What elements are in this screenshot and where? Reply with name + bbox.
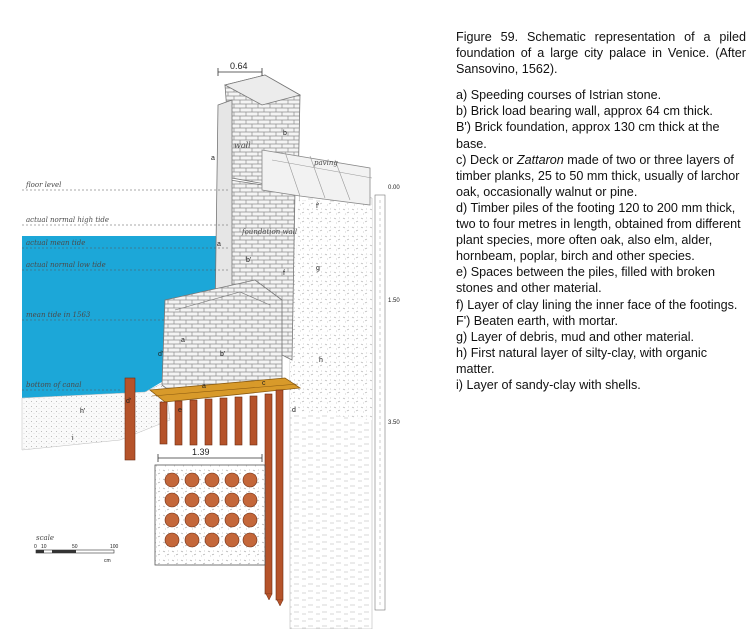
- legend-c-before: c) Deck or: [456, 152, 517, 167]
- letter-b2-1: b': [246, 257, 252, 264]
- letter-c: c: [262, 380, 266, 387]
- figure-caption: [456, 29, 746, 393]
- gauge-low-label: 3.50: [388, 420, 400, 426]
- legend-f-prime: F') Beaten earth, with mortar.: [456, 313, 618, 328]
- debris-layer: [290, 200, 372, 420]
- letter-a2: a: [217, 241, 221, 248]
- letter-e: e: [178, 407, 182, 414]
- gauge-top-label: 0.00: [388, 185, 400, 191]
- scale-tick-100: 100: [110, 544, 119, 550]
- low-tide-label: actual normal low tide: [26, 261, 106, 269]
- wall-label: wall: [234, 141, 251, 150]
- legend-g: g) Layer of debris, mud and other material.: [456, 329, 695, 344]
- legend-c-zattaron: Zattaron: [516, 152, 564, 167]
- legend-f: f) Layer of clay lining the inner face of the footings.: [456, 297, 738, 312]
- letter-b: b: [283, 130, 287, 137]
- mean-tide-1563-label: mean tide in 1563: [26, 311, 91, 319]
- legend-c: [456, 152, 746, 200]
- legend-i: i) Layer of sandy-clay with shells.: [456, 377, 641, 392]
- legend-e: e) Spaces between the piles, filled with broken stones and other material.: [456, 265, 716, 296]
- bottom-canal-label: bottom of canal: [26, 381, 82, 389]
- legend-c-after: made of two or three layers of timber planks, 25 to 50 mm thick, usually of larchor oak, occasionally walnut or pine.: [456, 152, 740, 199]
- dim-bottom-label: 1.39: [192, 447, 210, 457]
- letter-d: d: [292, 407, 296, 414]
- scale-tick-10: 10: [41, 544, 47, 550]
- scale-label: scale: [36, 534, 55, 542]
- letter-i: i: [72, 435, 74, 442]
- legend-b-prime: B') Brick foundation, approx 130 cm thick at the base.: [456, 120, 720, 151]
- scale-tick-0: 0: [34, 544, 37, 550]
- letter-h2: h': [80, 408, 86, 415]
- letter-a4: a: [202, 383, 206, 390]
- depth-gauge: [375, 195, 385, 610]
- foundation-wall-label: foundation wall: [242, 228, 298, 236]
- legend-b: b) Brick load bearing wall, approx 64 cm thick.: [456, 104, 713, 119]
- legend-d: d) Timber piles of the footing 120 to 200 mm thick, two to four metres in length, obtained from different plant species, more often oak, also elm, alder, hornbeam, poplar, birch and other species.: [456, 200, 741, 264]
- caption-title: Figure 59. Schematic representation of a piled foundation of a large city palace in Venice. (After Sansovino, 1562).: [456, 30, 746, 77]
- letter-a3: a: [181, 337, 185, 344]
- scale-unit: cm: [104, 558, 111, 564]
- letter-b2-2: b': [220, 351, 226, 358]
- mean-tide-label: actual mean tide: [26, 239, 86, 247]
- legend-h: h) First natural layer of silty-clay, with organic matter.: [456, 345, 708, 376]
- gauge-mid-label: 1.50: [388, 298, 400, 304]
- paving-label: paving: [314, 159, 338, 167]
- letter-h: h: [319, 357, 323, 364]
- floor-level-label: floor level: [26, 181, 62, 189]
- letter-f: f: [283, 270, 285, 277]
- letter-f2: f': [316, 203, 320, 210]
- letter-d2-2: d': [126, 398, 132, 405]
- letter-d2-1: d': [158, 351, 164, 358]
- dim-top-label: 0.64: [230, 61, 248, 71]
- letter-g: g: [316, 265, 320, 272]
- legend-a: a) Speeding courses of Istrian stone.: [456, 88, 662, 103]
- high-tide-label: actual normal high tide: [26, 216, 110, 224]
- scale-tick-50: 50: [72, 544, 78, 550]
- letter-a1: a: [211, 155, 215, 162]
